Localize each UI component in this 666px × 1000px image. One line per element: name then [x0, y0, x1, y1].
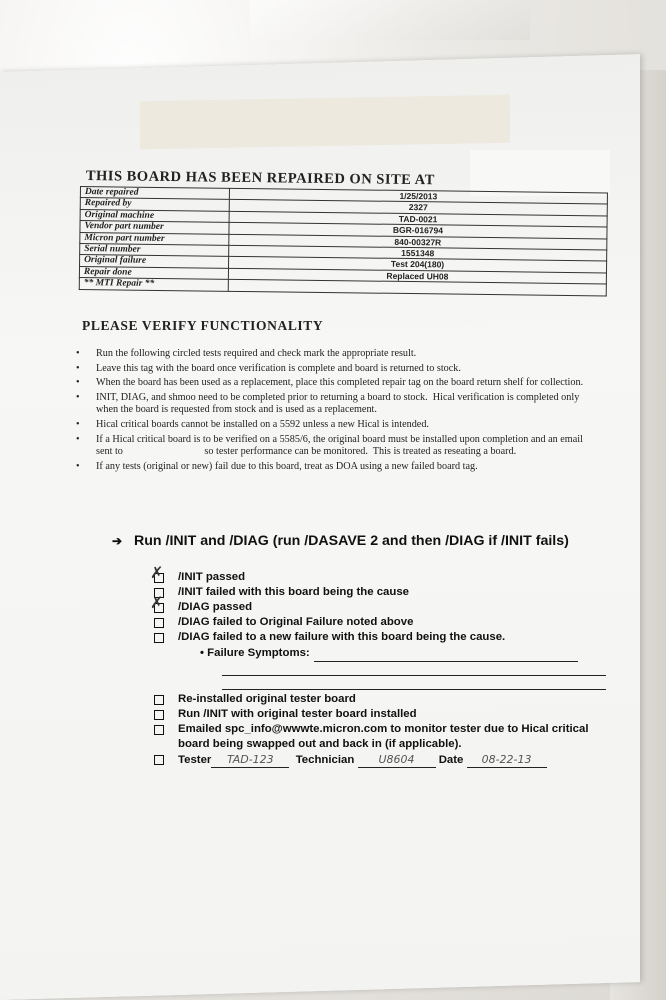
row-label: Original failure [80, 255, 229, 268]
bullet-icon: • [76, 362, 80, 374]
checklist-label: /INIT passed [178, 571, 246, 583]
followup-item [152, 692, 622, 707]
bullet-icon: • [76, 391, 80, 403]
row-value: 840-00327R [229, 234, 607, 250]
date-label: Date [438, 754, 464, 766]
checkbox[interactable] [154, 695, 164, 705]
signoff-row [152, 752, 622, 768]
failure-symptoms-field[interactable] [314, 650, 578, 662]
row-label: Vendor part number [80, 221, 229, 234]
bullet-icon: • [76, 348, 80, 359]
bullet-icon: • [76, 418, 80, 430]
instruction-item [74, 434, 594, 459]
instruction-text: Leave this tag with the board once verification is complete and board is returned to stock. [96, 362, 461, 374]
technician-label: Technician [295, 754, 355, 766]
arrow-icon: ➔ [112, 534, 123, 548]
test-checklist [150, 565, 622, 690]
date-value[interactable]: 08-22-13 [467, 752, 547, 768]
failure-symptoms-line[interactable] [222, 662, 606, 676]
run-text: Run /INIT and /DIAG (run /DASAVE 2 and then /DIAG if /INIT fails) [134, 533, 569, 549]
checkmark-icon: ✗ [150, 565, 164, 582]
bullet-icon: • [76, 433, 80, 445]
checkbox-signoff[interactable] [154, 755, 164, 765]
checkbox[interactable] [154, 633, 164, 643]
followup-item [152, 707, 622, 722]
instruction-text: When the board has been used as a replacement, place this completed repair tag on the board return shelf for collection. [96, 377, 584, 389]
checklist-label: /DIAG failed to a new failure with this board being the cause. [178, 631, 506, 643]
row-value: 2327 [229, 200, 607, 216]
failure-symptoms-line[interactable] [222, 676, 606, 690]
followup-checklist [152, 692, 622, 768]
bullet-icon: • [76, 377, 80, 389]
instruction-text: Hical critical boards cannot be installed on a 5592 unless a new Hical is intended. [96, 418, 429, 430]
tag-title: THIS BOARD HAS BEEN REPAIRED ON SITE AT [85, 168, 435, 189]
instruction-item [74, 461, 594, 474]
failure-symptoms-row [152, 645, 622, 662]
checkbox[interactable] [154, 618, 164, 628]
instruction-item [74, 419, 594, 432]
row-value: Test 204(180) [229, 257, 607, 273]
checklist-item [152, 615, 622, 630]
instruction-item [74, 363, 594, 376]
checkmark-icon: ✗ [150, 595, 164, 612]
run-instruction [112, 532, 596, 550]
checklist-item [152, 585, 622, 600]
checklist-label: /INIT failed with this board being the cause [178, 586, 410, 598]
row-label: Repair done [79, 266, 228, 279]
checklist-item [150, 565, 622, 585]
checklist-item [150, 595, 622, 615]
instruction-text: Run the following circled tests required and check mark the appropriate result. [96, 348, 417, 359]
instruction-text: If a Hical critical board is to be verified on a 5585/6, the original board must be installed upon completion and an email sent to so tester performance can be monitored. This is treated as reseating a board. [96, 433, 586, 458]
row-label: Serial number [80, 244, 229, 257]
failure-symptoms-label: Failure Symptoms: [207, 647, 310, 659]
followup-label: Emailed spc_info@wwwte.micron.com to monitor tester due to Hical critical board being swapped out and back in (if applicable). [178, 723, 589, 750]
tester-label: Tester [178, 754, 212, 766]
row-label: ** MTI Repair ** [79, 278, 228, 291]
checklist-label: /DIAG passed [178, 601, 253, 613]
verify-heading: PLEASE VERIFY FUNCTIONALITY [82, 318, 324, 333]
instruction-item [74, 348, 594, 361]
followup-label: Re-installed original tester board [178, 693, 356, 705]
repair-table [79, 186, 608, 296]
instruction-text: If any tests (original or new) fail due to this board, treat as DOA using a new failed board tag. [96, 460, 478, 472]
instruction-item [74, 377, 594, 390]
tester-value[interactable]: TAD-123 [211, 752, 289, 768]
row-value: Replaced UH08 [228, 268, 606, 284]
bullet-icon: • [76, 460, 80, 472]
followup-item [152, 722, 622, 752]
row-value: BGR-016794 [229, 223, 607, 239]
row-label: Micron part number [80, 232, 229, 245]
row-value: 1/25/2013 [229, 188, 607, 204]
checkbox[interactable] [154, 710, 164, 720]
checkbox[interactable] [154, 725, 164, 735]
instruction-item [74, 392, 594, 417]
row-label: Date repaired [80, 187, 229, 200]
checklist-label: /DIAG failed to Original Failure noted above [178, 616, 414, 628]
bullet-icon: • [200, 647, 208, 659]
instruction-text: INIT, DIAG, and shmoo need to be completed prior to returning a board to stock. Hical verification is completed only when the board is requested from stock and is used as a replacement. [96, 391, 582, 416]
instruction-list [74, 348, 594, 475]
row-label: Repaired by [80, 198, 229, 211]
row-value: TAD-0021 [229, 211, 607, 227]
row-label: Original machine [80, 209, 229, 222]
followup-label: Run /INIT with original tester board installed [178, 708, 417, 720]
checklist-item [152, 630, 622, 645]
row-value: 1551348 [229, 245, 607, 261]
technician-value[interactable]: U8604 [358, 752, 436, 768]
